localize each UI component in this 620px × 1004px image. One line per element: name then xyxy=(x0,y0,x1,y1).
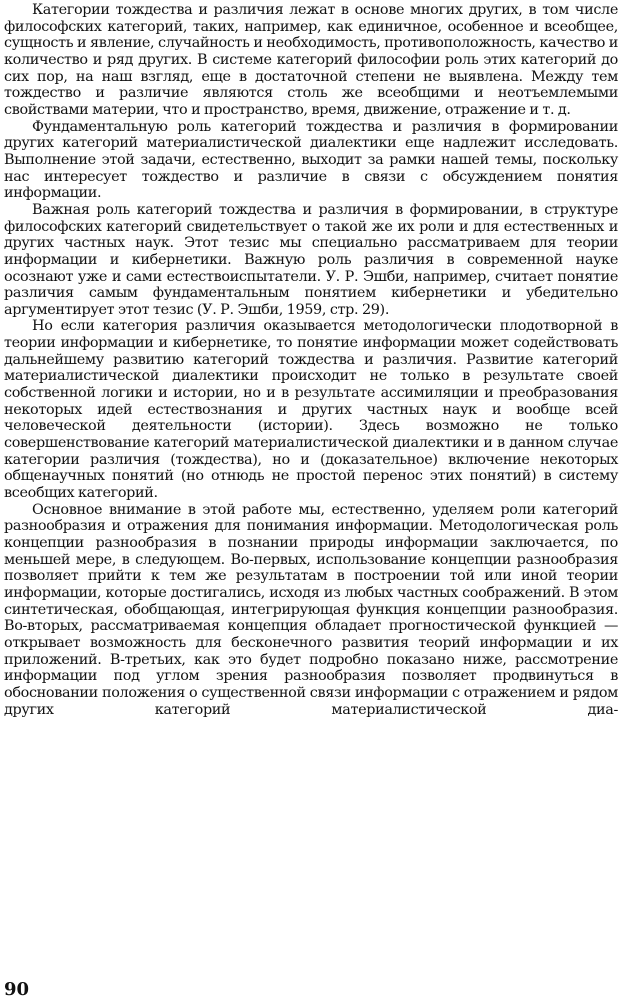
paragraph-1: Категории тождества и различия лежат в основе многих других, в том числе философских категорий, таких, например, как единичное, особенное и всеобщее, сущность и явление, случайность и необходимость, противоположность, качество и количество и ряд других. В системе категорий философии роль этих категорий до сих пор, на наш взгляд, еще в достаточной степени не выявлена. Между тем тождество и различие являются столь же всеобщими и неотъемлемыми свойствами материи, что и пространство, время, движение, отражение и т. д. xyxy=(4,2,618,118)
book-page xyxy=(4,2,618,1002)
page-number: 90 xyxy=(4,979,30,1000)
paragraph-2: Фундаментальную роль категорий тождества и различия в формировании других категорий материалистической диалектики еще надлежит исследовать. Выполнение этой задачи, естественно, выходит за рамки нашей темы, поскольку нас интересует тождество и различие в связи с обсуждением понятия информации. xyxy=(4,118,618,202)
paragraph-4: Но если категория различия оказывается методологически плодотворной в теории информации и кибернетике, то понятие информации может содействовать дальнейшему развитию категорий тождества и различия. Развитие категорий материалистической диалектики происходит не только в результате своей собственной логики и истории, но и в результате ассимиляции и преобразования некоторых идей естествознания и других частных наук и вообще всей человеческой деятельности (истории). Здесь возможно не только совершенствование категорий материалистической диалектики и в данном случае категории различия (тождества), но и (доказательное) включение некоторых общенаучных понятий (но отнюдь не простой перенос этих понятий) в систему всеобщих категорий. xyxy=(4,318,618,502)
paragraph-3: Важная роль категорий тождества и различия в формировании, в структуре философских категорий свидетельствует о такой же их роли и для естественных и других частных наук. Этот тезис мы специально рассматриваем для теории информации и кибернетики. Важную роль различия в современной науке осознают уже и сами естествоиспытатели. У. Р. Эшби, например, считает понятие различия самым фундаментальным понятием кибернетики и убедительно аргументирует этот тезис (У. Р. Эшби, 1959, стр. 29). xyxy=(4,201,618,318)
paragraph-5: Основное внимание в этой работе мы, естественно, уделяем роли категорий разнообразия и отражения для понимания информации. Методологическая роль концепции разнообразия в познании природы информации заключается, по меньшей мере, в следующем. Во-первых, использование концепции разнообразия позволяет прийти к тем же результатам в построении той или иной теории информации, которые достигались, исходя из любых частных соображений. В этом синтетическая, обобщающая, интегрирующая функция концепции разнообразия. Во-вторых, рассматриваемая концепция обладает прогностической функцией — открывает возможность для бесконечного развития теорий информации и их приложений. В-третьих, как это будет подробно показано ниже, рассмотрение информации под углом зрения разнообразия позволяет продвинуться в обосновании положения о существенной связи информации с отражением и рядом других категорий материалистической диа- xyxy=(4,501,618,718)
